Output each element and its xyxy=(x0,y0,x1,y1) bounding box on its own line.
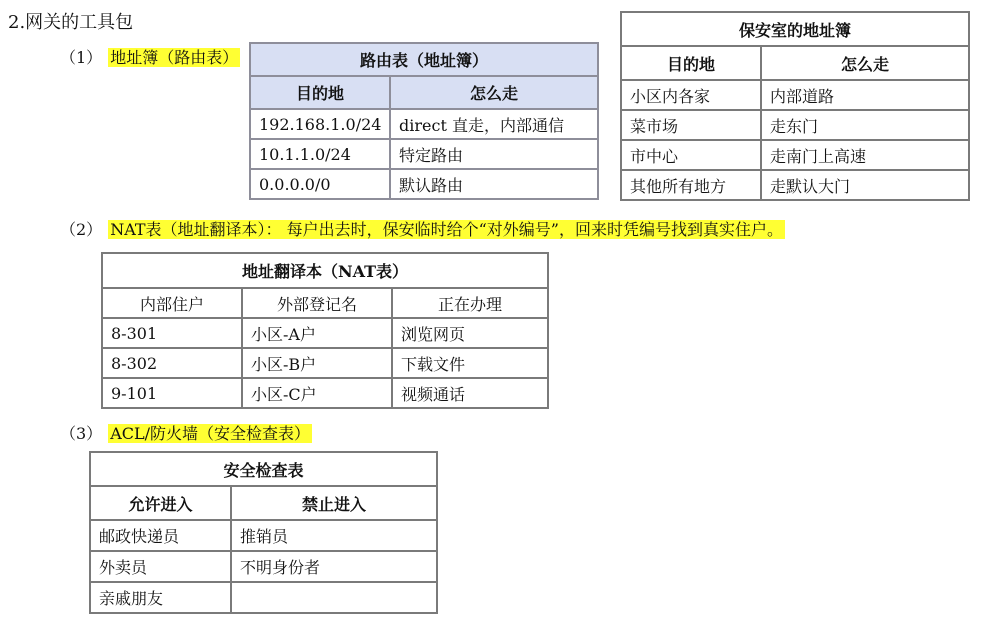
item-3-number: （3） xyxy=(60,424,103,443)
guard-table-title: 保安室的地址簿 xyxy=(621,12,969,46)
guard-col-destination: 目的地 xyxy=(621,46,761,80)
item-2-label xyxy=(60,219,785,241)
guard-cell: 菜市场 xyxy=(621,110,761,140)
guard-cell: 市中心 xyxy=(621,140,761,170)
table-row xyxy=(621,110,969,140)
route-table xyxy=(249,42,599,200)
table-row xyxy=(621,170,969,200)
guard-table xyxy=(620,11,970,201)
nat-cell: 小区-A户 xyxy=(242,318,392,348)
nat-col-activity: 正在办理 xyxy=(392,288,548,318)
nat-cell: 小区-B户 xyxy=(242,348,392,378)
security-col-allow: 允许进入 xyxy=(90,486,231,520)
security-cell xyxy=(231,582,437,613)
nat-cell: 8-302 xyxy=(102,348,242,378)
guard-cell: 走默认大门 xyxy=(761,170,969,200)
route-cell: 10.1.1.0/24 xyxy=(250,139,390,169)
guard-cell: 内部道路 xyxy=(761,80,969,110)
nat-table xyxy=(101,252,549,409)
item-1-highlight: 地址簿（路由表） xyxy=(110,48,239,67)
nat-cell: 小区-C户 xyxy=(242,378,392,408)
guard-cell: 其他所有地方 xyxy=(621,170,761,200)
nat-col-internal: 内部住户 xyxy=(102,288,242,318)
nat-cell: 9-101 xyxy=(102,378,242,408)
security-cell: 外卖员 xyxy=(90,551,231,582)
security-col-deny: 禁止进入 xyxy=(231,486,437,520)
security-cell: 邮政快递员 xyxy=(90,520,231,551)
route-cell: 默认路由 xyxy=(390,169,598,199)
table-row xyxy=(102,348,548,378)
table-row xyxy=(250,139,598,169)
security-table-title: 安全检查表 xyxy=(90,452,437,486)
route-cell: 特定路由 xyxy=(390,139,598,169)
nat-cell: 浏览网页 xyxy=(392,318,548,348)
table-row xyxy=(90,582,437,613)
table-row xyxy=(90,551,437,582)
table-row xyxy=(102,318,548,348)
route-cell: 0.0.0.0/0 xyxy=(250,169,390,199)
route-cell: direct 直走，内部通信 xyxy=(390,109,598,139)
guard-col-path: 怎么走 xyxy=(761,46,969,80)
item-2-highlight: NAT表（地址翻译本）： 每户出去时，保安临时给个“对外编号”，回来时凭编号找到真实住户。 xyxy=(110,220,783,239)
route-col-destination: 目的地 xyxy=(250,76,390,109)
item-3-highlight: ACL/防火墙（安全检查表） xyxy=(110,424,311,443)
nat-cell: 视频通话 xyxy=(392,378,548,408)
nat-col-external: 外部登记名 xyxy=(242,288,392,318)
security-cell: 亲戚朋友 xyxy=(90,582,231,613)
table-row xyxy=(621,140,969,170)
item-2-number: （2） xyxy=(60,220,103,239)
item-1-number: （1） xyxy=(60,48,103,67)
security-table xyxy=(89,451,438,614)
table-row xyxy=(621,80,969,110)
guard-cell: 小区内各家 xyxy=(621,80,761,110)
nat-cell: 8-301 xyxy=(102,318,242,348)
nat-table-title: 地址翻译本（NAT表） xyxy=(102,253,548,288)
table-row xyxy=(250,109,598,139)
item-1-label xyxy=(60,47,240,69)
guard-cell: 走南门上高速 xyxy=(761,140,969,170)
table-row xyxy=(90,520,437,551)
route-cell: 192.168.1.0/24 xyxy=(250,109,390,139)
route-table-title: 路由表（地址簿） xyxy=(250,43,598,76)
table-row xyxy=(250,169,598,199)
item-3-label xyxy=(60,423,312,445)
security-cell: 不明身份者 xyxy=(231,551,437,582)
security-cell: 推销员 xyxy=(231,520,437,551)
route-col-path: 怎么走 xyxy=(390,76,598,109)
nat-cell: 下载文件 xyxy=(392,348,548,378)
guard-cell: 走东门 xyxy=(761,110,969,140)
section-heading: 2.网关的工具包 xyxy=(8,12,134,33)
table-row xyxy=(102,378,548,408)
